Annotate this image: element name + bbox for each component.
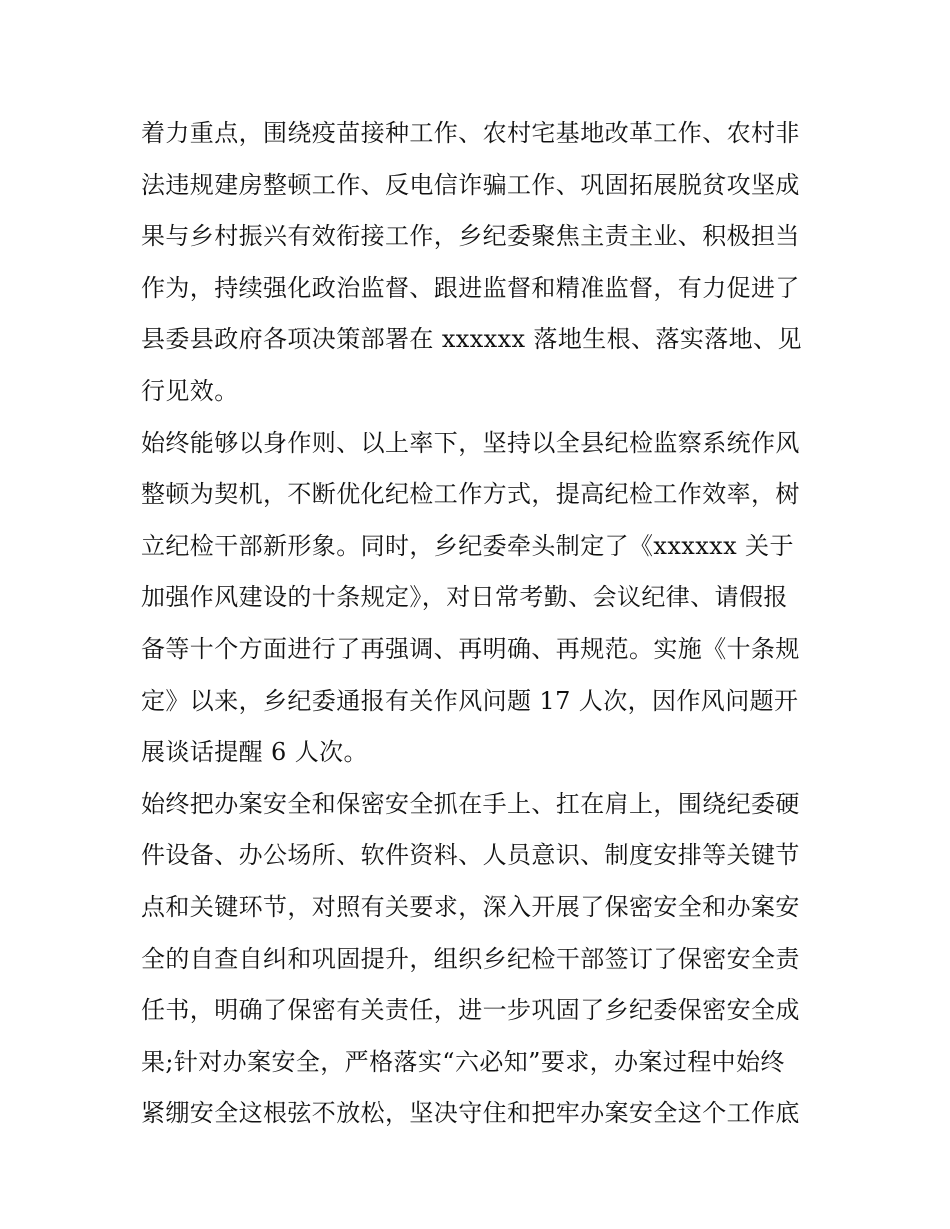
text-line: 备等十个方面进行了再强调、再明确、再规范。实施《十条规: [141, 634, 800, 663]
text-line: 行见效。: [141, 376, 239, 405]
document-body: [141, 108, 813, 1140]
text-line: 作为，持续强化政治监督、跟进监督和精准监督，有力促进了: [141, 273, 800, 302]
text-line: 法违规建房整顿工作、反电信诈骗工作、巩固拓展脱贫攻坚成: [141, 170, 800, 199]
text-line: 加强作风建设的十条规定》，对日常考勤、会议纪律、请假报: [141, 583, 788, 612]
text-line: 展谈话提醒 6 人次。: [141, 738, 368, 767]
text-line: 任书，明确了保密有关责任，进一步巩固了乡纪委保密安全成: [141, 996, 800, 1025]
text-line: 始终能够以身作则、以上率下，坚持以全县纪检监察系统作风: [141, 428, 800, 457]
text-line: 果与乡村振兴有效衔接工作，乡纪委聚焦主责主业、积极担当: [141, 222, 800, 251]
text-line: 点和关键环节，对照有关要求，深入开展了保密安全和办案安: [141, 892, 800, 921]
text-line: 始终把办案安全和保密安全抓在手上、扛在肩上，围绕纪委硬: [141, 789, 800, 818]
text-line: 县委县政府各项决策部署在 xxxxxx 落地生根、落实落地、见: [141, 325, 802, 354]
text-line: 定》以来，乡纪委通报有关作风问题 17 人次，因作风问题开: [141, 686, 799, 715]
text-line: 果;针对办案安全，严格落实“六必知”要求，办案过程中始终: [141, 1047, 785, 1076]
text-line: 件设备、办公场所、软件资料、人员意识、制度安排等关键节: [141, 841, 800, 870]
text-line: 紧绷安全这根弦不放松，坚决守住和把牢办案安全这个工作底: [141, 1099, 800, 1128]
paragraph-3: [141, 779, 813, 1140]
text-line: 整顿为契机，不断优化纪检工作方式，提高纪检工作效率，树: [141, 480, 800, 509]
text-line: 全的自查自纠和巩固提升，组织乡纪检干部签订了保密安全责: [141, 944, 800, 973]
text-line: 立纪检干部新形象。同时，乡纪委牵头制定了《xxxxxx 关于: [141, 531, 794, 560]
text-line: 着力重点，围绕疫苗接种工作、农村宅基地改革工作、农村非: [141, 119, 800, 147]
paragraph-1: [141, 108, 813, 418]
paragraph-2: [141, 418, 813, 779]
